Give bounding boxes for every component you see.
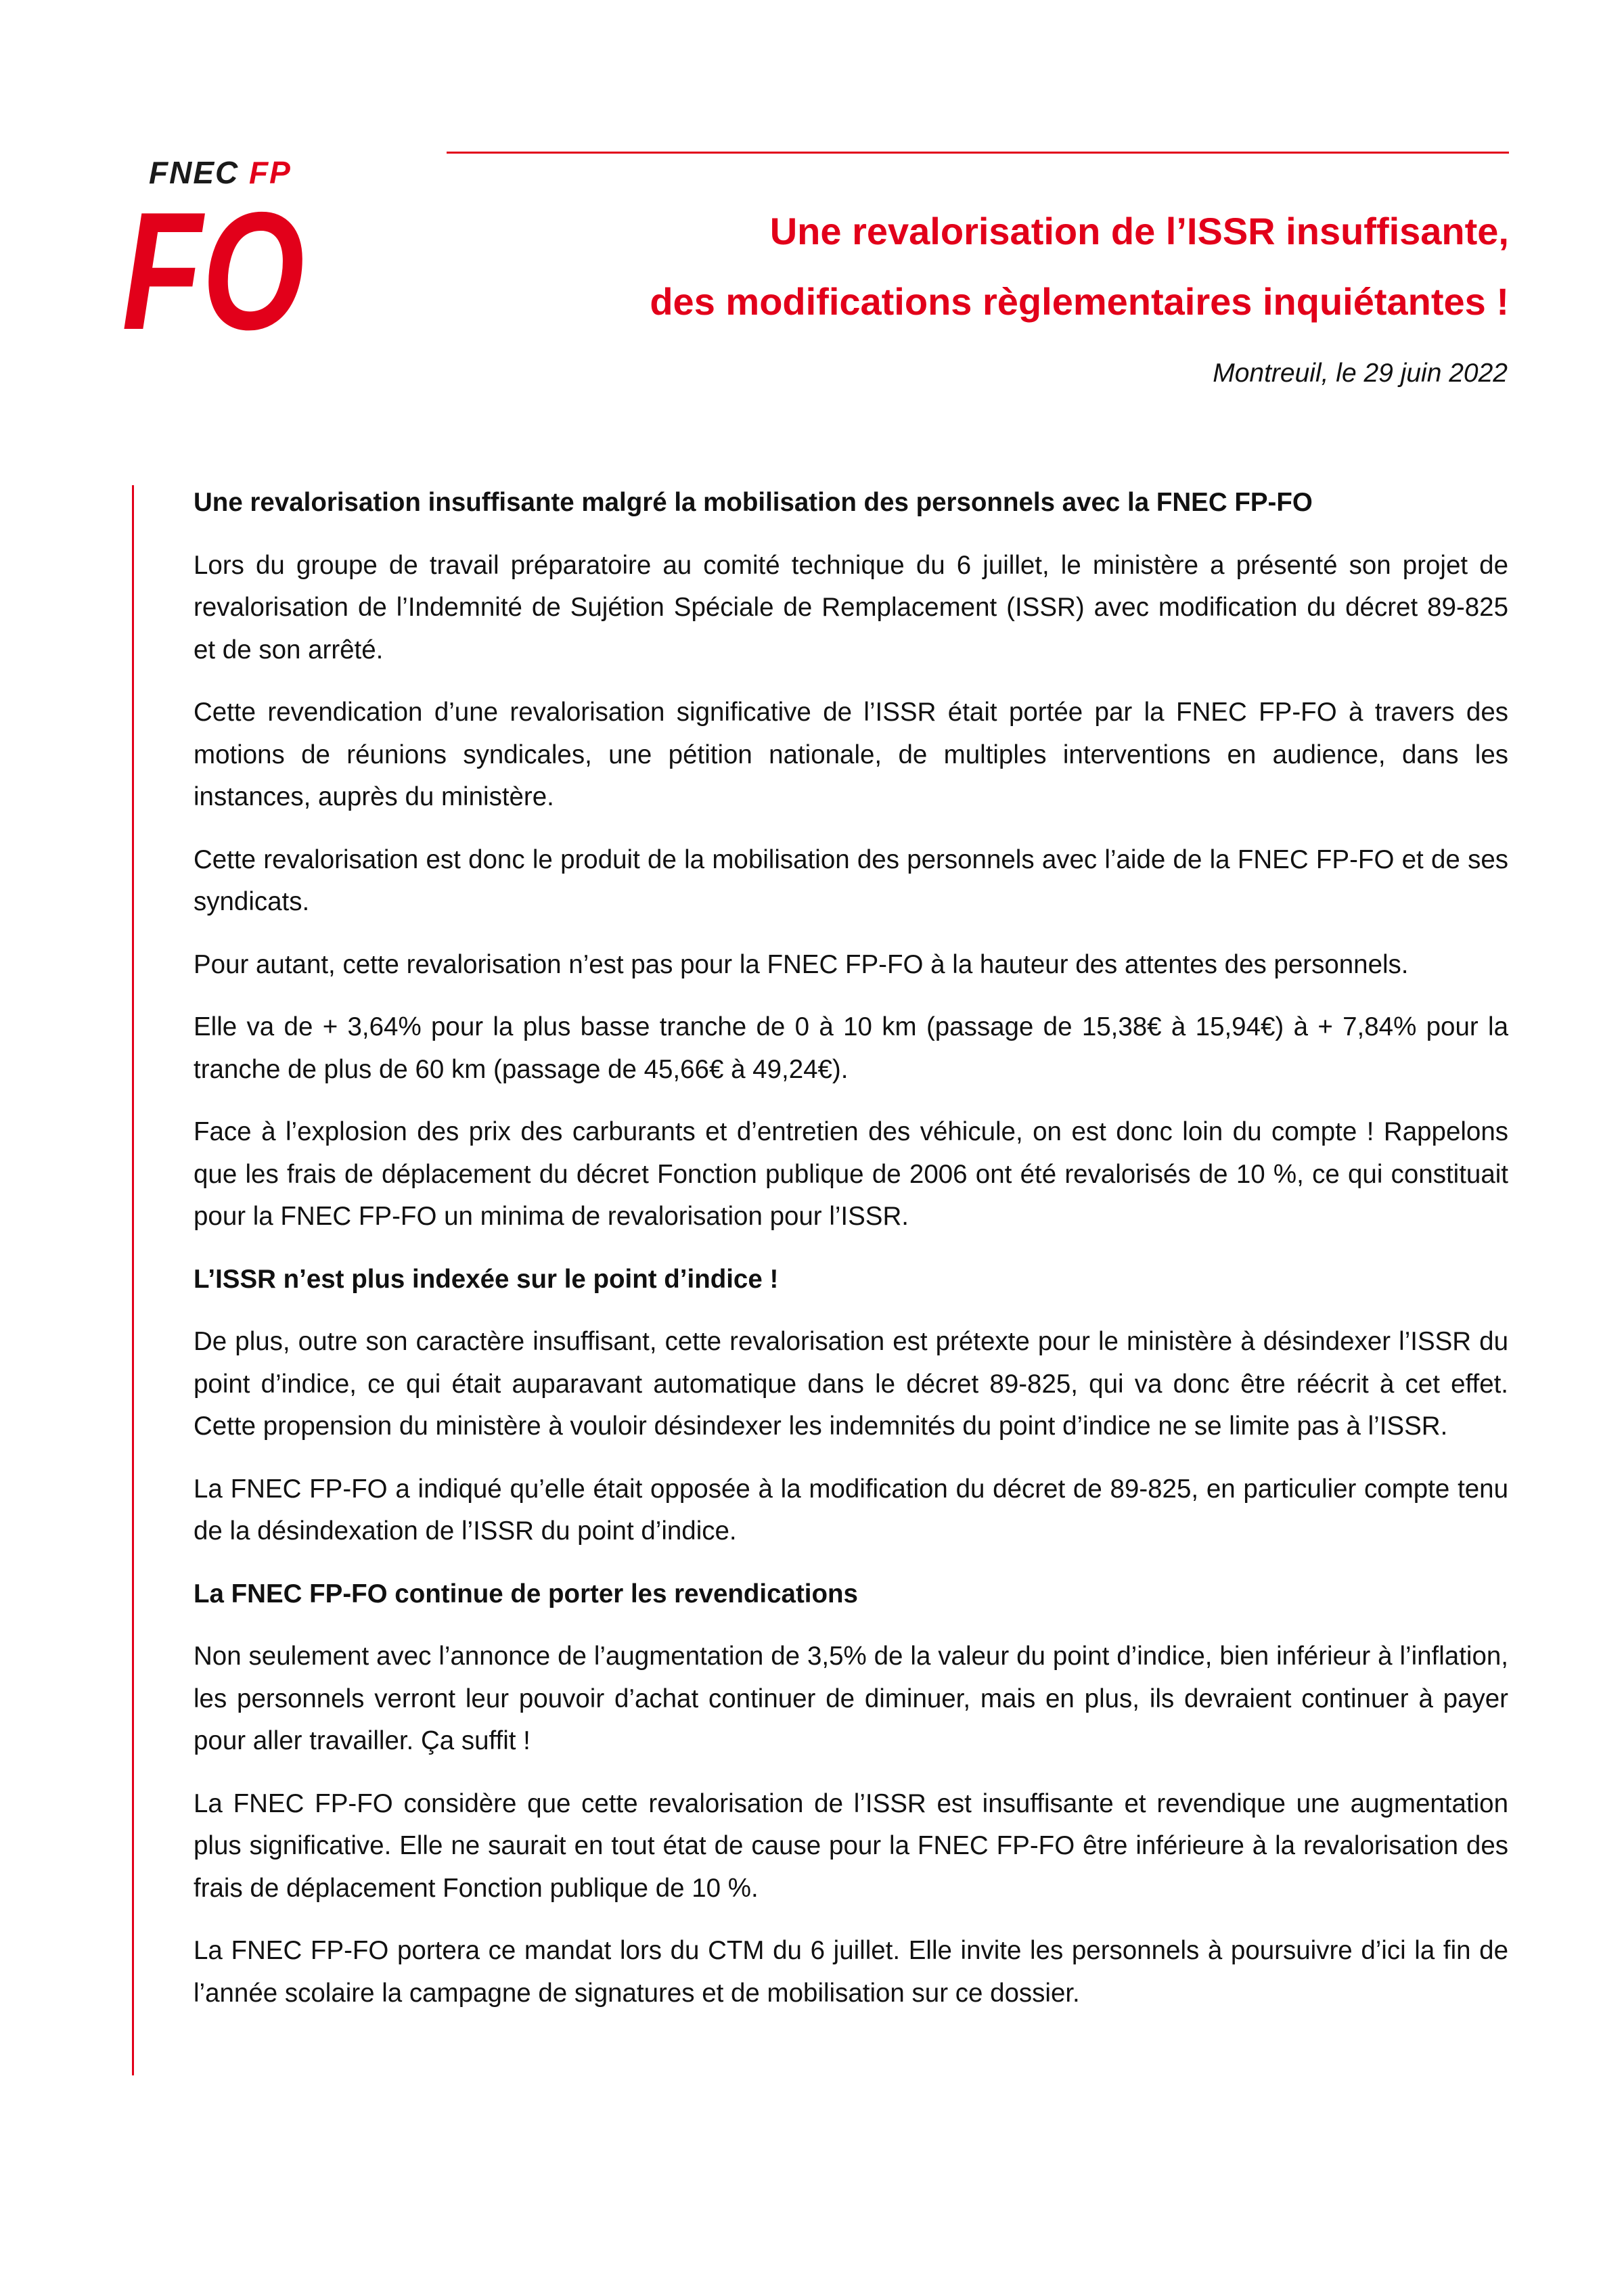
body-paragraph: Elle va de + 3,64% pour la plus basse tranche de 0 à 10 km (passage de 15,38€ à 15,94€) à + 7,84% pour la tranche de plus de 60 km (passage de 45,66€ à 49,24€).: [194, 1012, 1508, 1084]
body-paragraph: Lors du groupe de travail préparatoire au comité technique du 6 juillet, le ministère a présenté son projet de revalorisation de l’Indemnité de Sujétion Spéciale de Remplacement (ISSR) avec modification du décret 89-825 et de son arrêté.: [194, 550, 1508, 665]
body-paragraph: Cette revalorisation est donc le produit de la mobilisation des personnels avec l’aide de la FNEC FP-FO et de ses syndicats.: [194, 845, 1508, 916]
body-paragraph: De plus, outre son caractère insuffisant, cette revalorisation est prétexte pour le ministère à désindexer l’ISSR du point d’indice, ce qui était auparavant automatique dans le décret 89-825, qui va donc être réécrit à cet effet. Cette propension du ministère à vouloir désindexer les indemnités du point d’indice ne se limite pas à l’ISSR.: [194, 1327, 1508, 1441]
section-heading: L’ISSR n’est plus indexée sur le point d’indice !: [194, 1264, 779, 1294]
body-paragraph: La FNEC FP-FO portera ce mandat lors du CTM du 6 juillet. Elle invite les personnels à poursuivre d’ici la fin de l’année scolaire la campagne de signatures et de mobilisation sur ce dossier.: [194, 1936, 1508, 2008]
logo-fnec-text: FNEC: [149, 155, 240, 190]
section-heading: La FNEC FP-FO continue de porter les revendications: [194, 1579, 858, 1608]
title-line-2: des modifications règlementaires inquiétantes !: [650, 280, 1509, 323]
title-line-1: Une revalorisation de l’ISSR insuffisante,: [769, 210, 1509, 252]
logo-fo-mark: [122, 194, 311, 337]
body-paragraph: Non seulement avec l’annonce de l’augmentation de 3,5% de la valeur du point d’indice, bien inférieur à l’inflation, les personnels verront leur pouvoir d’achat continuer de diminuer, mais en plus, ils devraient continuer à payer pour aller travailler. Ça suffit !: [194, 1642, 1508, 1755]
margin-rule: [132, 485, 134, 2075]
logo-fo-text: FO: [122, 194, 304, 337]
logo-fp-text: FP: [249, 155, 292, 190]
document-title: [359, 196, 1509, 337]
body-paragraph: La FNEC FP-FO a indiqué qu’elle était opposée à la modification du décret de 89-825, en particulier compte tenu de la désindexation de l’ISSR du point d’indice.: [194, 1474, 1508, 1546]
document-body: [194, 482, 1508, 2035]
logo-wordmark: [149, 154, 292, 191]
body-paragraph: Cette revendication d’une revalorisation significative de l’ISSR était portée par la FNEC FP-FO à travers des motions de réunions syndicales, une pétition nationale, de multiples interventions en audience, dans les instances, auprès du ministère.: [194, 698, 1508, 811]
fnec-fp-fo-logo: [122, 154, 311, 337]
header-rule: [447, 152, 1509, 154]
section-heading: Une revalorisation insuffisante malgré la mobilisation des personnels avec la FNEC FP-FO: [194, 488, 1313, 517]
body-paragraph: La FNEC FP-FO considère que cette revalorisation de l’ISSR est insuffisante et revendique une augmentation plus significative. Elle ne saurait en tout état de cause pour la FNEC FP-FO être inférieure à la revalorisation des frais de déplacement Fonction publique de 10 %.: [194, 1788, 1508, 1903]
dateline: Montreuil, le 29 juin 2022: [1213, 359, 1508, 388]
body-paragraph: Pour autant, cette revalorisation n’est pas pour la FNEC FP-FO à la hauteur des attentes des personnels.: [194, 949, 1409, 979]
body-paragraph: Face à l’explosion des prix des carburants et d’entretien des véhicule, on est donc loin du compte ! Rappelons que les frais de déplacement du décret Fonction publique de 2006 ont été revalorisés de 10 %, ce qui constituait pour la FNEC FP-FO un minima de revalorisation pour l’ISSR.: [194, 1117, 1508, 1231]
